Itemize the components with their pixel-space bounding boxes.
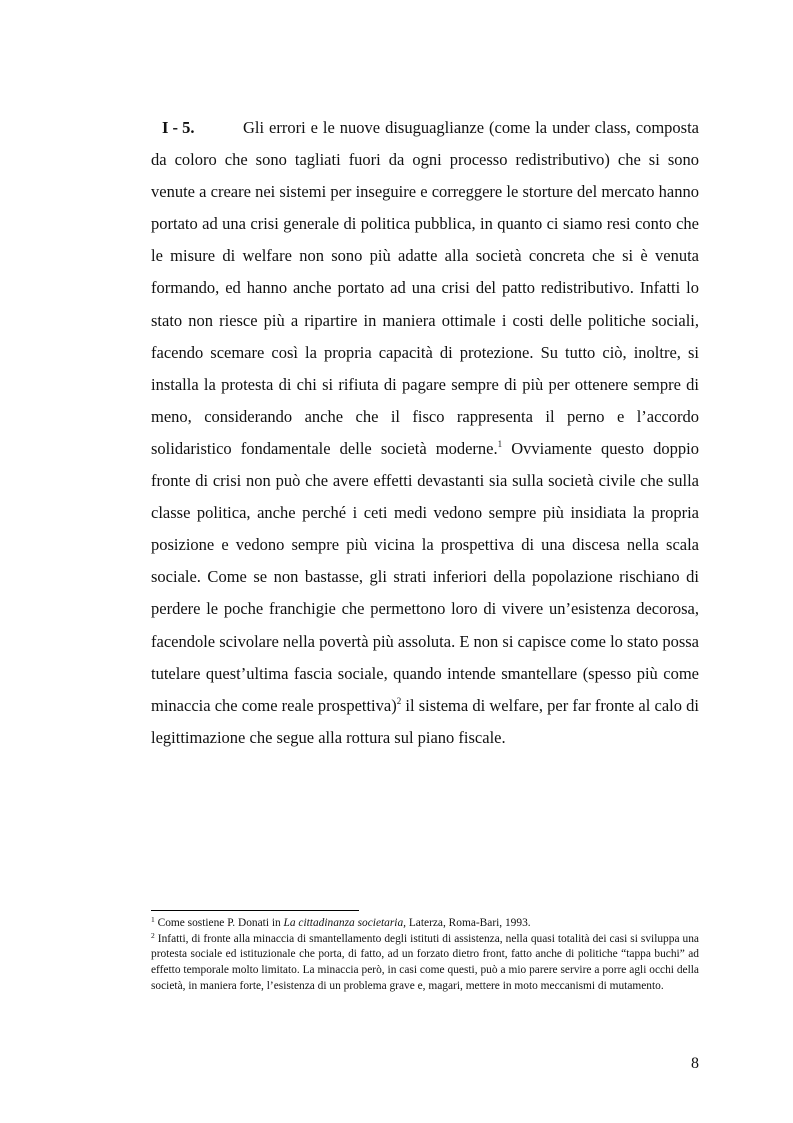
footnote-number: 1	[151, 915, 155, 924]
footnote-reference-1: 1	[497, 438, 503, 449]
cited-book-title: La cittadinanza societaria,	[283, 917, 406, 929]
paragraph-text-part-2: Ovviamente questo doppio fronte di crisi non può che avere effetti devastanti sia sulla società civile che sulla classe politica, anche perché i ceti medi vedono sempre più insidiata la propria posizione e vedono sempre più vicina la prospettiva di una discesa nella scala sociale. Come se non bastasse, gli strati inferiori della popolazione rischiano di perdere le poche franchigie che permettono loro di vivere un’esistenza decorosa, facendole scivolare nella povertà più assoluta. E non si capisce come lo stato possa tutelare quest’ultima fascia sociale, quando intende smantellare (spesso più come minaccia che come reale prospettiva)	[151, 438, 699, 715]
page-number: 8	[691, 1055, 699, 1072]
footnote-text: Come sostiene P. Donati in	[157, 917, 284, 929]
footnotes	[151, 916, 699, 995]
footnote-text: Infatti, di fronte alla minaccia di smantellamento degli istituti di assistenza, nella quasi totalità dei casi si sviluppa una protesta sociale ed istituzionale che porta, di fatto, ad un forzato dietro front, fatto anche di politiche “tappa buchi” ad effetto temporale molto limitato. La minaccia però, in casi come questi, può a mio parere servire a porre agli occhi della società, in maniera forte, l’esistenza di un problema grave e, magari, mettere in moto meccanismi di mutamento.	[151, 932, 699, 992]
footnote-1	[151, 916, 699, 932]
footnote-number: 2	[151, 930, 155, 940]
footnote-text-end: Laterza, Roma-Bari, 1993.	[406, 917, 531, 929]
paragraph-text-part-1: Gli errori e le nuove disuguaglianze (come la under class, composta da coloro che sono tagliati fuori da ogni processo redistributivo) che si sono venute a creare nei sistemi per inseguire e correggere le storture del mercato hanno portato ad una crisi generale di politica pubblica, in quanto ci siamo resi conto che le misure di welfare non sono più adatte alla società concreta che si è venuta formando, ed hanno anche portato ad una crisi del patto redistributivo. Infatti lo stato non riesce più a ripartire in maniera ottimale i costi delle politiche sociali, facendo scemare così la propria capacità di protezione. Su tutto ciò, inoltre, si installa la protesta di chi si rifiuta di pagare sempre di più per ottenere sempre di meno, considerando anche che il fisco rappresenta il perno e l’accordo solidaristico fondamentale delle società moderne.	[151, 118, 699, 458]
paragraph-text-part-3: il sistema di welfare, per far fronte al calo di legittimazione che segue alla rottura sul piano fiscale.	[151, 695, 699, 747]
footnote-2	[151, 932, 699, 995]
section-heading: I - 5.	[162, 118, 195, 137]
footnote-separator	[151, 910, 359, 911]
body-paragraph	[151, 112, 699, 754]
footnote-reference-2: 2	[396, 695, 402, 706]
